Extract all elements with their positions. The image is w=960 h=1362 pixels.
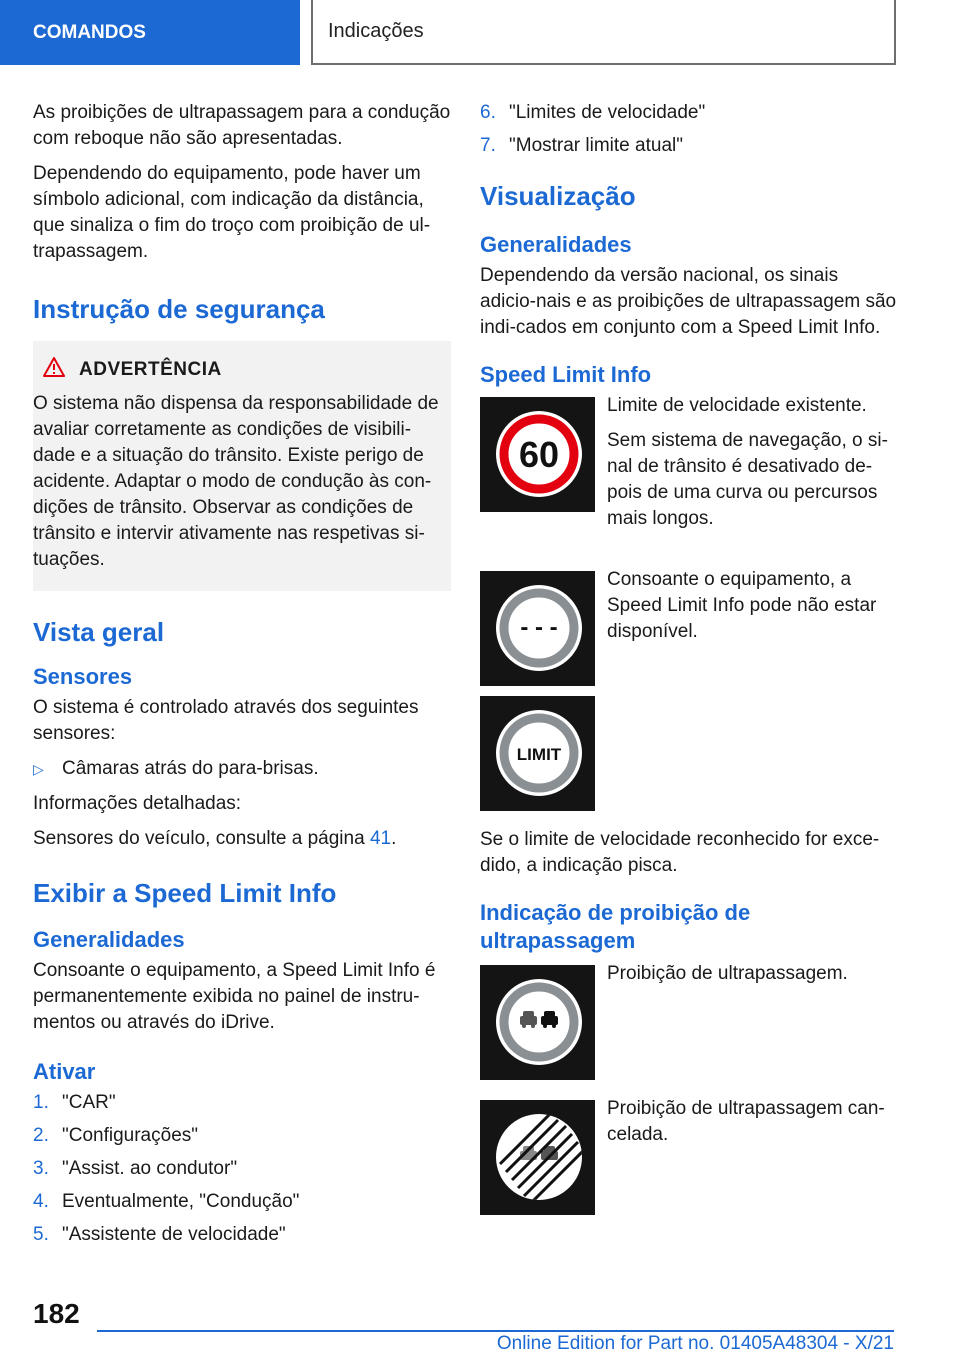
details-reference — [33, 826, 451, 852]
figure-no-info — [480, 571, 898, 686]
general-paragraph-right: Dependendo da versão nacional, os sinais adicio-nais e as proibições de ultrapassagem são indi-cados em conjunto com a Speed Limit Info. — [480, 265, 897, 338]
sensors-bullet-text: Câmaras atrás do para-brisas. — [62, 758, 319, 779]
step-text: Eventualmente, "Condução" — [62, 1191, 300, 1212]
figure-no-info-text — [607, 571, 897, 686]
list-item — [33, 1090, 451, 1116]
step-number: 3. — [33, 1158, 49, 1179]
page-link[interactable]: 41 — [369, 828, 392, 849]
step-text: "Limites de velocidade" — [509, 102, 706, 123]
warning-box — [33, 341, 451, 591]
page-number: 182 — [33, 1298, 80, 1329]
limit-text-sign — [480, 696, 595, 811]
chapter-label: Indicações — [328, 20, 424, 42]
intro-paragraph-2: Dependendo do equipamento, pode haver um símbolo adicional, com indicação da distância, que sinaliza o fim do troço com proibição de ul-trapassagem. — [33, 163, 431, 262]
show-sli-heading: Exibir a Speed Limit Info — [33, 878, 337, 908]
list-item — [480, 133, 898, 159]
sign-limit-label: LIMIT — [516, 745, 562, 764]
step-number: 6. — [480, 102, 496, 123]
step-text: "Assistente de velocidade" — [62, 1224, 286, 1245]
step-text: "Configurações" — [62, 1125, 199, 1146]
end-no-overtaking-sign — [480, 1100, 595, 1215]
fig5-caption: Proibição de ultrapassagem can-celada. — [607, 1098, 885, 1145]
step-text: "CAR" — [62, 1092, 116, 1113]
fig1-description: Sem sistema de navegação, o si-nal de trânsito é desativado de-pois de uma curva ou percursos mais longos. — [607, 430, 888, 529]
warning-title — [33, 357, 451, 383]
figure-speed-limit-text — [607, 397, 897, 541]
section-tab — [0, 0, 300, 65]
display-heading: Visualização — [480, 181, 636, 211]
figure-no-overtaking — [480, 965, 898, 1080]
chapter-tab — [311, 0, 896, 65]
details-label: Informações detalhadas: — [33, 793, 242, 814]
list-item — [33, 1222, 451, 1248]
step-number: 1. — [33, 1092, 49, 1113]
section-label: COMANDOS — [33, 21, 146, 43]
step-number: 7. — [480, 135, 496, 156]
step-number: 5. — [33, 1224, 49, 1245]
no-overtaking-sign — [480, 965, 595, 1080]
sli-heading: Speed Limit Info — [480, 362, 652, 387]
sign-60-label: 60 — [518, 434, 560, 475]
fig4-caption: Proibição de ultrapassagem. — [607, 963, 848, 984]
safety-heading: Instrução de segurança — [33, 294, 325, 324]
right-column — [480, 100, 898, 1215]
list-item — [33, 1156, 451, 1182]
list-item — [33, 1189, 451, 1215]
fig1-caption: Limite de velocidade existente. — [607, 395, 867, 416]
left-column — [33, 100, 451, 1255]
figure-limit-text — [480, 696, 898, 811]
sensors-list — [33, 756, 451, 782]
activate-heading: Ativar — [33, 1059, 96, 1084]
activate-steps-continued — [480, 100, 898, 159]
figure-speed-limit — [480, 397, 898, 541]
triangle-bullet-icon: ▷ — [33, 761, 44, 777]
edition-note: Online Edition for Part no. 01405A48304 - X/21 — [496, 1333, 894, 1354]
details-period: . — [391, 828, 397, 849]
general-heading-right: Generalidades — [480, 232, 632, 257]
list-item — [480, 100, 898, 126]
activate-steps — [33, 1090, 451, 1248]
sensors-paragraph: O sistema é controlado através dos seguintes sensores: — [33, 697, 419, 744]
list-item — [33, 756, 451, 782]
step-text: "Mostrar limite atual" — [509, 135, 683, 156]
figure-overtaking-cancelled-text — [607, 1100, 897, 1215]
general-heading-left: Generalidades — [33, 927, 185, 952]
step-number: 4. — [33, 1191, 49, 1212]
speed-limit-60-sign — [480, 397, 595, 512]
overview-heading: Vista geral — [33, 617, 165, 647]
sensors-heading: Sensores — [33, 664, 133, 689]
figure-overtaking-cancelled — [480, 1100, 898, 1215]
list-item — [33, 1123, 451, 1149]
speed-limit-unavailable-sign — [480, 571, 595, 686]
warning-triangle-icon — [33, 357, 79, 383]
details-text: Sensores do veículo, consulte a página — [33, 828, 370, 849]
step-text: "Assist. ao condutor" — [62, 1158, 238, 1179]
warning-text: O sistema não dispensa da responsabilidade de avaliar corretamente as condições de visibili-dade e a situação do trânsito. Existe perigo de acidente. Adaptar o modo de condução às con-dições de trânsito. Observar as condições de trânsito e intervir ativamente nas respetivas si-tuações. — [33, 393, 439, 570]
overtake-heading: Indicação de proibição de ultrapassagem — [480, 900, 751, 953]
fig2-caption: Consoante o equipamento, a Speed Limit Info pode não estar disponível. — [607, 569, 877, 642]
sign-dash-label: - - - — [520, 614, 558, 641]
warning-title-text: ADVERTÊNCIA — [79, 359, 222, 380]
general-paragraph-left: Consoante o equipamento, a Speed Limit Info é permanentemente exibida no painel de instru-mentos ou através do iDrive. — [33, 960, 436, 1033]
footer-divider — [97, 1330, 894, 1332]
exceed-paragraph: Se o limite de velocidade reconhecido for exce-dido, a indicação pisca. — [480, 829, 880, 876]
step-number: 2. — [33, 1125, 49, 1146]
figure-no-overtaking-text — [607, 965, 897, 1080]
intro-paragraph-1: As proibições de ultrapassagem para a condução com reboque não são apresentadas. — [33, 102, 451, 149]
